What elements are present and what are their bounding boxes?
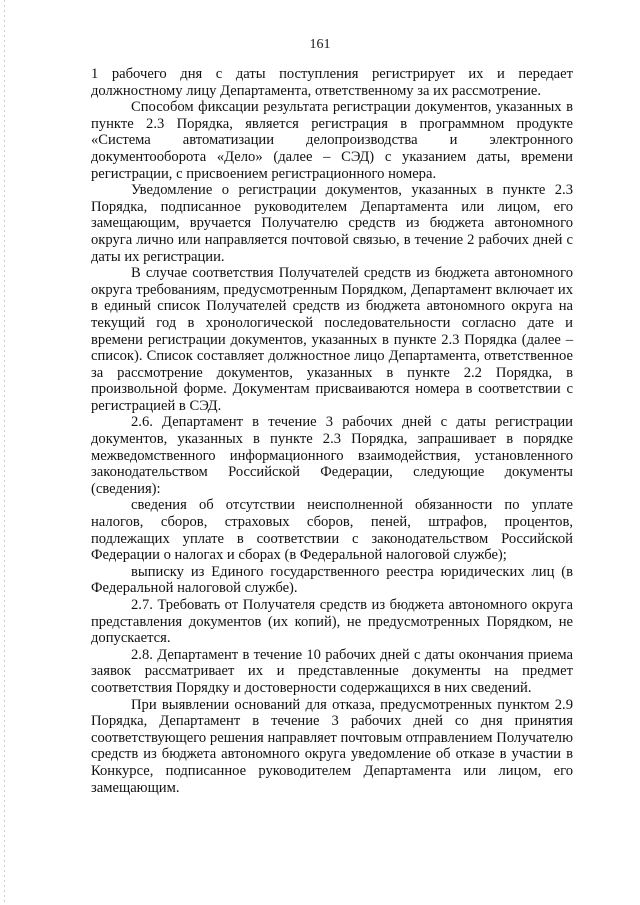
- paragraph-registration-notice: Уведомление о регистрации документов, указанных в пункте 2.3 Порядка, подписанное руководителем Департамента или лицом, его замещающим, вручается Получателю средств из бюджета автономного округа лично или направляется почтовой связью, в течение 2 рабочих дней с даты их регистрации.: [91, 182, 573, 265]
- document-body: [91, 66, 573, 796]
- page-number: 161: [309, 37, 331, 52]
- paragraph-registration-method: Способом фиксации результата регистрации документов, указанных в пункте 2.3 Порядка, является регистрация в программном продукте «Система автоматизации делопроизводства и электронного документооборота «Дело» (далее – СЭД) с указанием даты, времени регистрации, с присвоением регистрационного номера.: [91, 99, 573, 182]
- paragraph-recipient-list: В случае соответствия Получателей средств из бюджета автономного округа требованиям, предусмотренным Порядком, Департамент включает их в единый список Получателей средств из бюджета автономного округа на текущий год в хронологической последовательности согласно дате и времени регистрации документов, указанных в пункте 2.3 Порядка (далее – список). Список составляет должностное лицо Департамента, ответственное за рассмотрение документов, указанных в пункте 2.2 Порядка, в произвольной форме. Документам присваиваются номера в соответствии с регистрацией в СЭД.: [91, 265, 573, 414]
- paragraph-registration-transfer: 1 рабочего дня с даты поступления регистрирует их и передает должностному лицу Департамента, ответственному за их рассмотрение.: [91, 66, 573, 99]
- paragraph-2-6: 2.6. Департамент в течение 3 рабочих дней с даты регистрации документов, указанных в пункте 2.3 Порядка, запрашивает в порядке межведомственного информационного взаимодействия, установленного законодательством Российской Федерации, следующие документы (сведения):: [91, 414, 573, 497]
- paragraph-tax-debt-info: сведения об отсутствии неисполненной обязанности по уплате налогов, сборов, страховых сборов, пеней, штрафов, процентов, подлежащих уплате в соответствии с законодательством Российской Федерации о налогах и сборах (в Федеральной налоговой службе);: [91, 497, 573, 564]
- paragraph-refusal-notice: При выявлении оснований для отказа, предусмотренных пунктом 2.9 Порядка, Департамент в течение 3 рабочих дней со дня принятия соответствующего решения направляет почтовым отправлением Получателю средств из бюджета автономного округа уведомление об отказе в участии в Конкурсе, подписанное руководителем Департамента или лицом, его замещающим.: [91, 696, 573, 796]
- scan-edge-line: [4, 0, 5, 905]
- paragraph-2-7: 2.7. Требовать от Получателя средств из бюджета автономного округа представления документов (их копий), не предусмотренных Порядком, не допускается.: [91, 597, 573, 647]
- paragraph-2-8: 2.8. Департамент в течение 10 рабочих дней с даты окончания приема заявок рассматривает их и представленные документы на предмет соответствия Порядку и достоверности содержащихся в них сведений.: [91, 646, 573, 696]
- paragraph-egrul-extract: выписку из Единого государственного реестра юридических лиц (в Федеральной налоговой службе).: [91, 563, 573, 597]
